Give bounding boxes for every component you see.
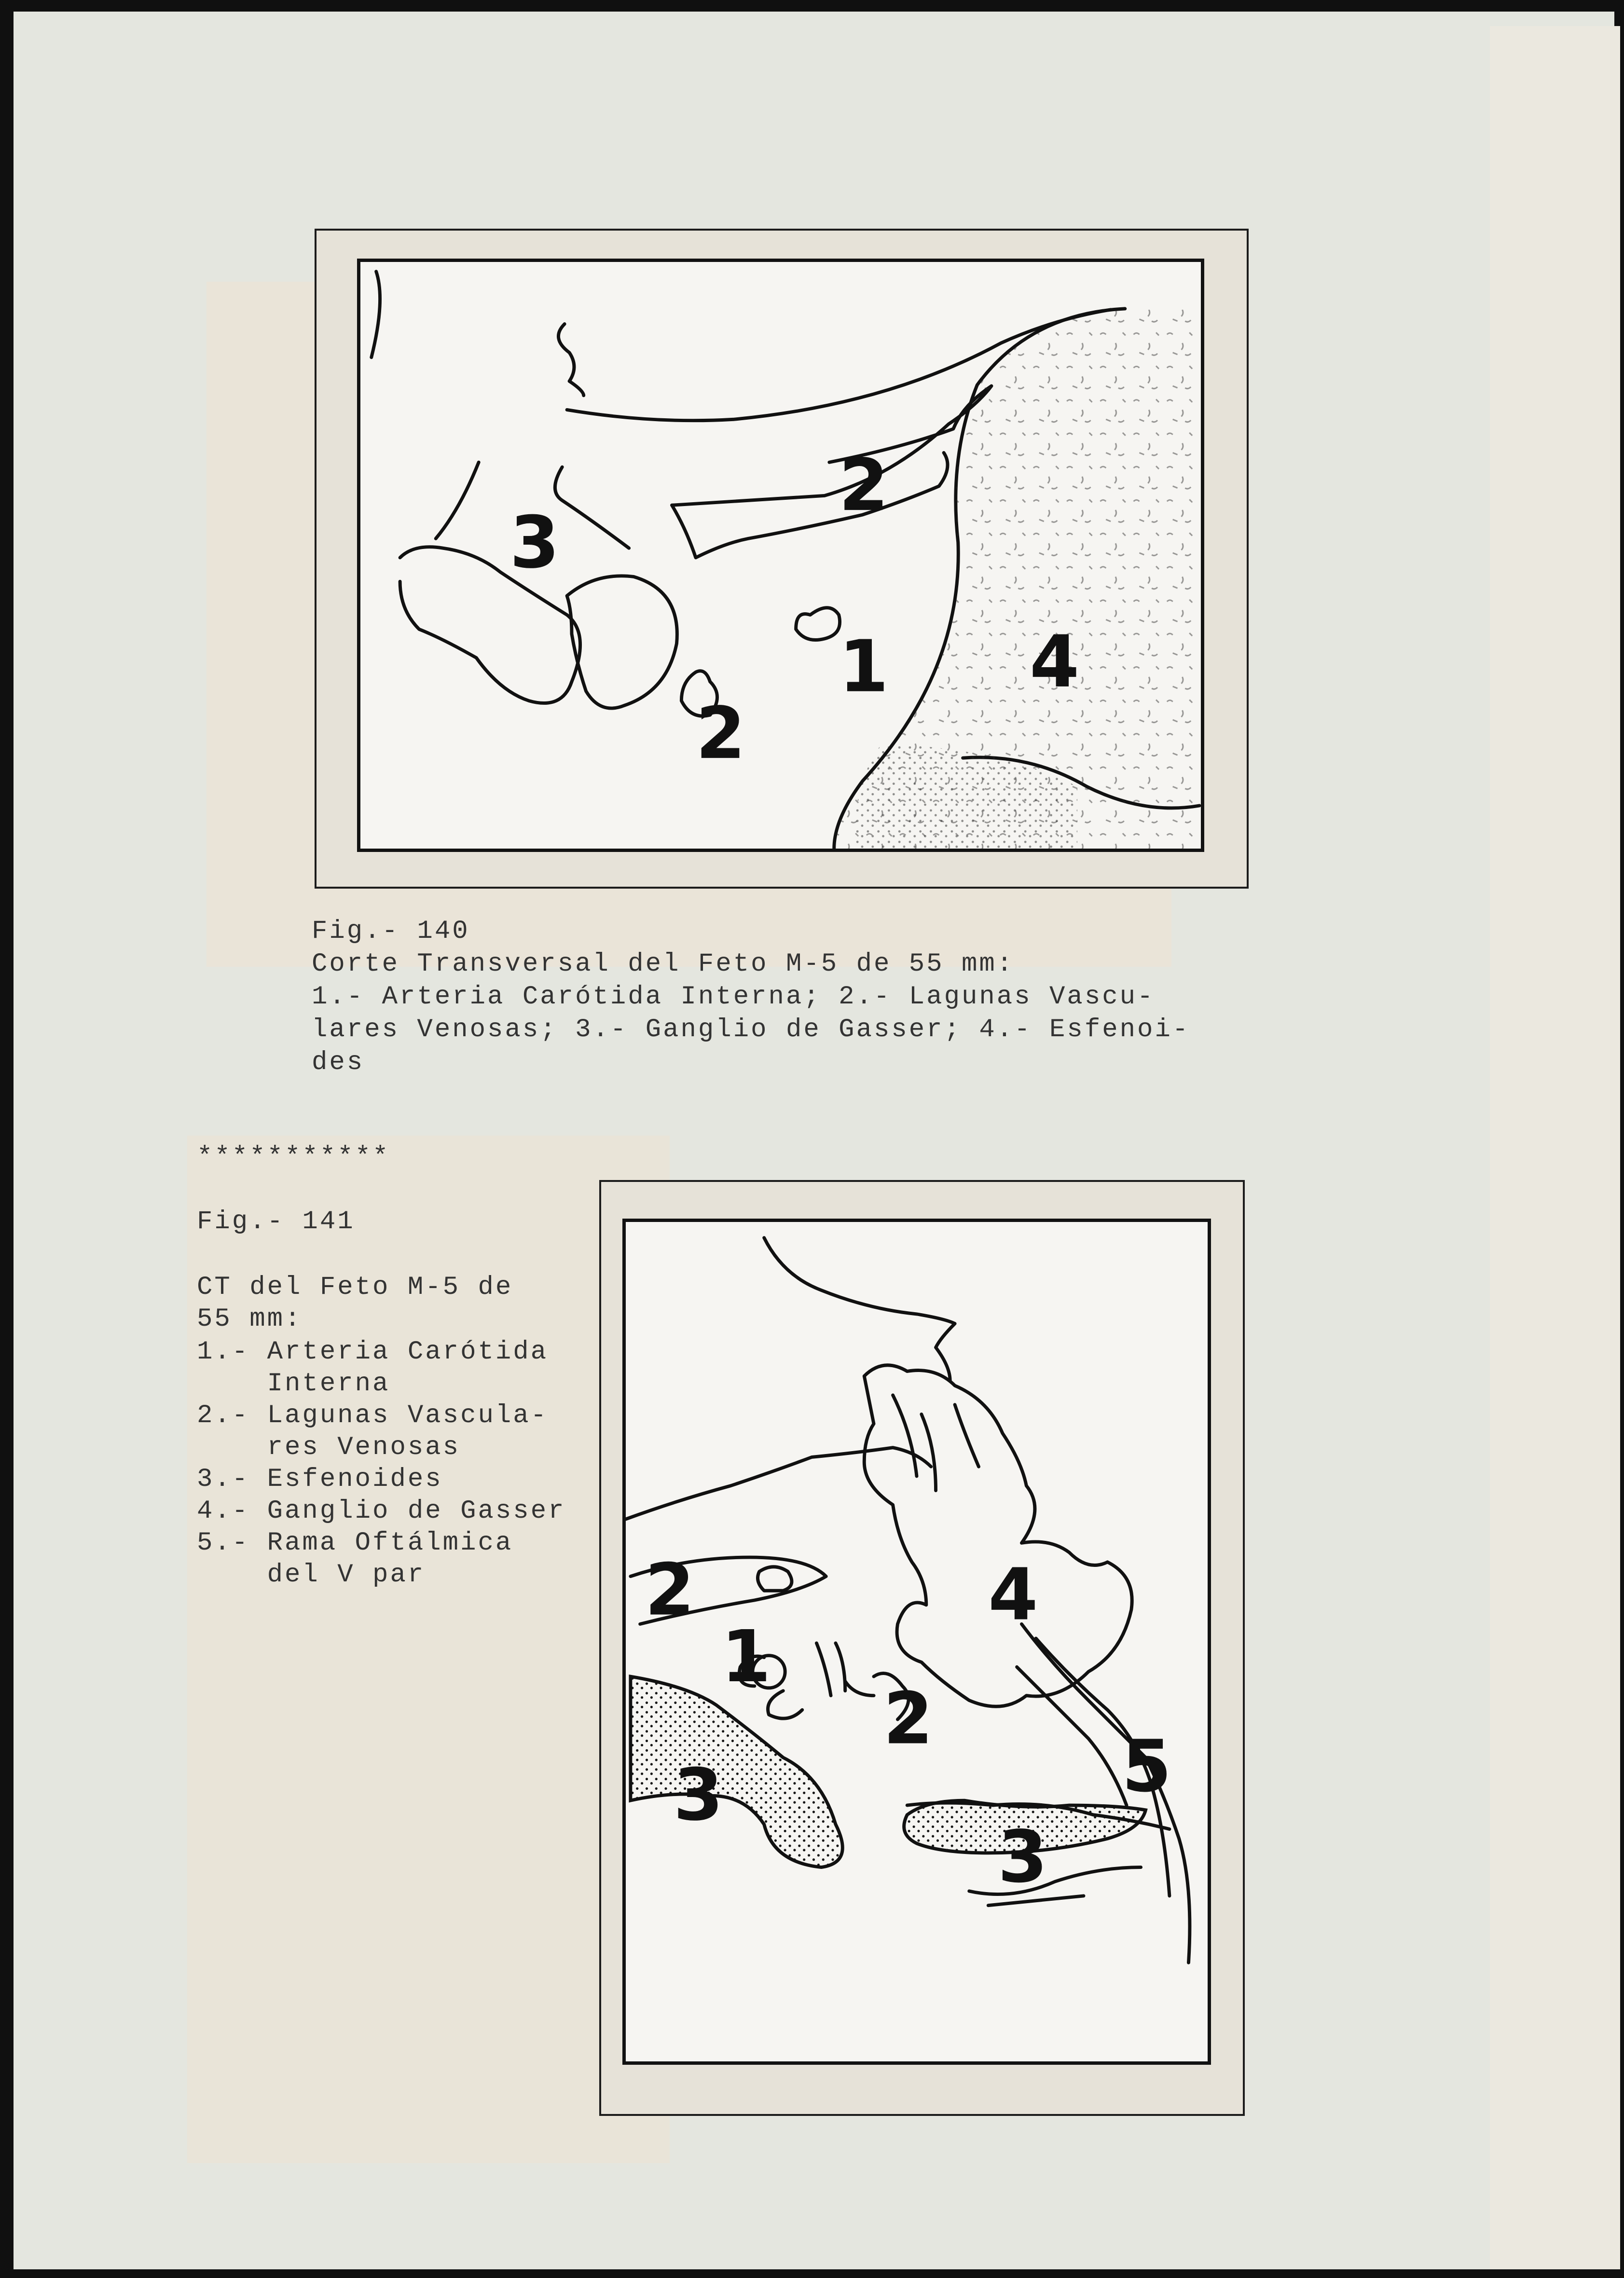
label-2: 2 — [696, 691, 746, 775]
label-5: 5 — [1122, 1724, 1172, 1808]
figure-140-number: Fig.- 140 — [312, 917, 470, 946]
figure-140-legend: des — [312, 1048, 365, 1077]
label-2: 2 — [645, 1548, 695, 1632]
label-2: 2 — [883, 1676, 933, 1760]
figure-141-legend-item: 4.- Ganglio de Gasser — [197, 1496, 566, 1526]
figure-140-legend: 1.- Arteria Carótida Interna; 2.- Lagunas Vascu- — [312, 982, 1155, 1012]
figure-140-drawing — [357, 259, 1204, 852]
label-3: 3 — [509, 500, 560, 584]
label-4: 4 — [1030, 619, 1080, 703]
figure-141-legend-item: 1.- Arteria Carótida — [197, 1337, 549, 1367]
separator: *********** — [197, 1142, 390, 1172]
paper-edge — [1490, 26, 1620, 2269]
label-1: 1 — [839, 624, 889, 708]
figure-141-legend-item: 5.- Rama Oftálmica — [197, 1528, 513, 1558]
figure-141-title: CT del Feto M-5 de — [197, 1273, 513, 1302]
figure-141-number: Fig.- 141 — [197, 1207, 355, 1236]
figure-141-legend-item: del V par — [197, 1560, 426, 1590]
figure-140-legend: lares Venosas; 3.- Ganglio de Gasser; 4.- Esfenoi- — [312, 1015, 1190, 1044]
figure-141-title: 55 mm: — [197, 1304, 303, 1334]
label-4: 4 — [988, 1552, 1038, 1636]
figure-140-title: Corte Transversal del Feto M-5 de 55 mm: — [312, 949, 1015, 979]
label-3: 3 — [673, 1753, 724, 1837]
label-1: 1 — [721, 1615, 771, 1699]
figure-141-legend-item: res Venosas — [197, 1433, 461, 1462]
figure-141-drawing — [622, 1219, 1211, 2065]
figure-141-legend-item: 2.- Lagunas Vascula- — [197, 1401, 549, 1430]
figure-141-legend-item: 3.- Esfenoides — [197, 1465, 443, 1494]
label-3: 3 — [998, 1815, 1048, 1899]
label-2: 2 — [839, 443, 889, 527]
figure-141-legend-item: Interna — [197, 1369, 390, 1399]
